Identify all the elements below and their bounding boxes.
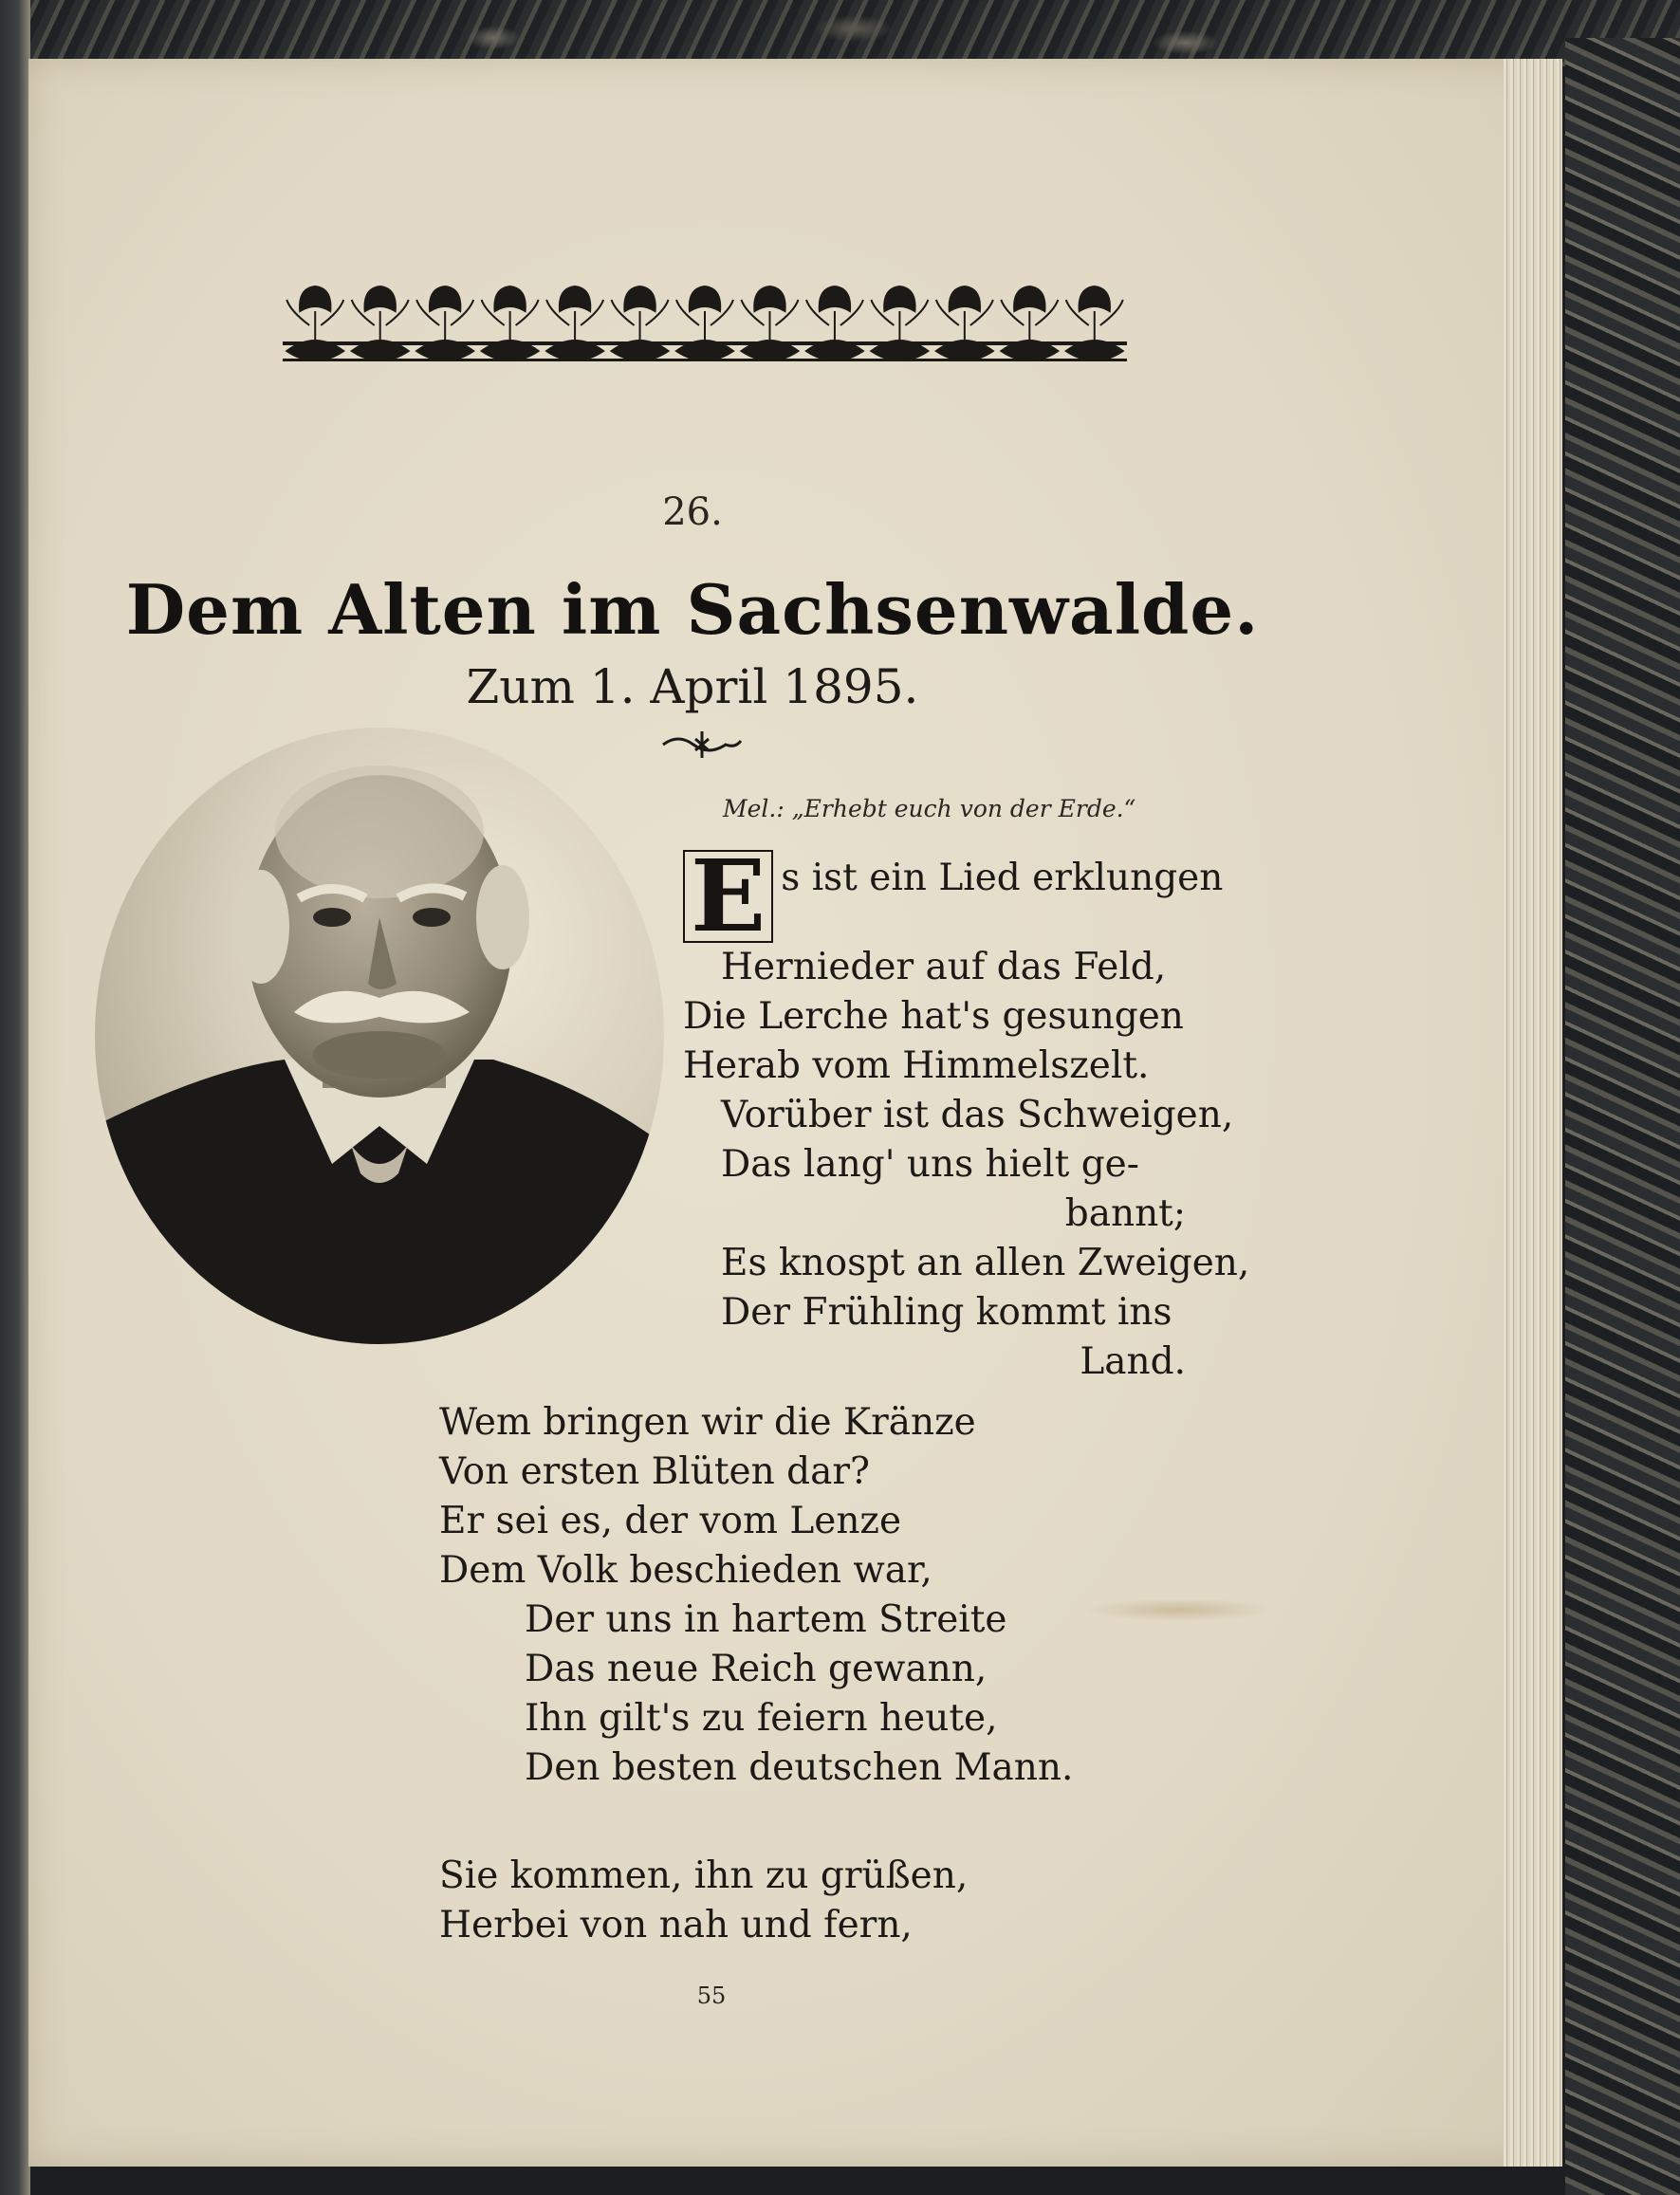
poem-line: Der Frühling kommt ins — [721, 1291, 1172, 1334]
poem-line: Wem bringen wir die Kränze — [439, 1401, 976, 1444]
melody-note: Mel.: „Erhebt euch von der Erde.“ — [723, 795, 1136, 822]
poem-line: bannt; — [1064, 1192, 1186, 1235]
portrait-image — [95, 728, 664, 1344]
paper-stain — [1083, 1598, 1273, 1621]
poem-line: Ihn gilt's zu feiern heute, — [525, 1697, 998, 1740]
poem-line: Die Lerche hat's gesungen — [683, 995, 1184, 1038]
flower-motif — [754, 286, 785, 311]
flower-motif — [364, 286, 395, 311]
poem-title: Dem Alten im Sachsenwalde. — [125, 569, 1260, 650]
flourish-divider — [659, 728, 745, 762]
poem-line: E s ist ein Lied erklungen — [683, 854, 1186, 943]
poem-line: Das lang' uns hielt ge- — [721, 1143, 1139, 1186]
poem-line: Der uns in hartem Streite — [525, 1598, 1007, 1641]
book-cover-right — [1565, 38, 1680, 2195]
flower-motif — [690, 286, 720, 311]
flower-motif — [884, 286, 914, 311]
chapter-number: 26. — [662, 490, 723, 534]
stanza-1 — [683, 838, 1250, 1387]
stanza-3 — [439, 1852, 1103, 1950]
poem-line: Es knospt an allen Zweigen, — [721, 1242, 1250, 1284]
page-number: 55 — [696, 1983, 727, 2009]
poem-line: Sie kommen, ihn zu grüßen, — [439, 1854, 969, 1897]
poem-line: Herab vom Himmelszelt. — [683, 1044, 1150, 1087]
poem-subtitle: Zum 1. April 1895. — [466, 659, 919, 714]
flower-motif — [494, 286, 525, 311]
flower-motif — [950, 286, 980, 311]
poem-line: Land. — [1080, 1340, 1186, 1383]
flower-motif — [1014, 286, 1044, 311]
page-edges — [1504, 59, 1562, 2167]
flower-motif — [560, 286, 590, 311]
poem-line: Den besten deutschen Mann. — [525, 1746, 1074, 1789]
stanza-2 — [439, 1398, 1103, 1793]
poem-line: Hernieder auf das Feld, — [721, 946, 1167, 988]
book-page — [28, 59, 1542, 2167]
flower-motif — [300, 286, 330, 311]
floral-border-ornament — [283, 283, 1127, 376]
book-cover-top — [0, 0, 1680, 66]
poem-line: Herbei von nah und fern, — [439, 1904, 913, 1946]
flower-motif — [1080, 286, 1110, 311]
book-cover-left — [0, 0, 30, 2195]
poem-line: Das neue Reich gewann, — [525, 1648, 988, 1690]
poem-line: Er sei es, der vom Lenze — [439, 1500, 902, 1542]
flower-motif — [624, 286, 655, 311]
flower-motif — [820, 286, 850, 311]
flower-motif — [430, 286, 460, 311]
poem-line: Von ersten Blüten dar? — [439, 1450, 870, 1493]
poem-line: Vorüber ist das Schweigen, — [721, 1094, 1234, 1136]
drop-cap-letter: E — [683, 850, 773, 943]
poem-line: Dem Volk beschieden war, — [439, 1549, 932, 1592]
